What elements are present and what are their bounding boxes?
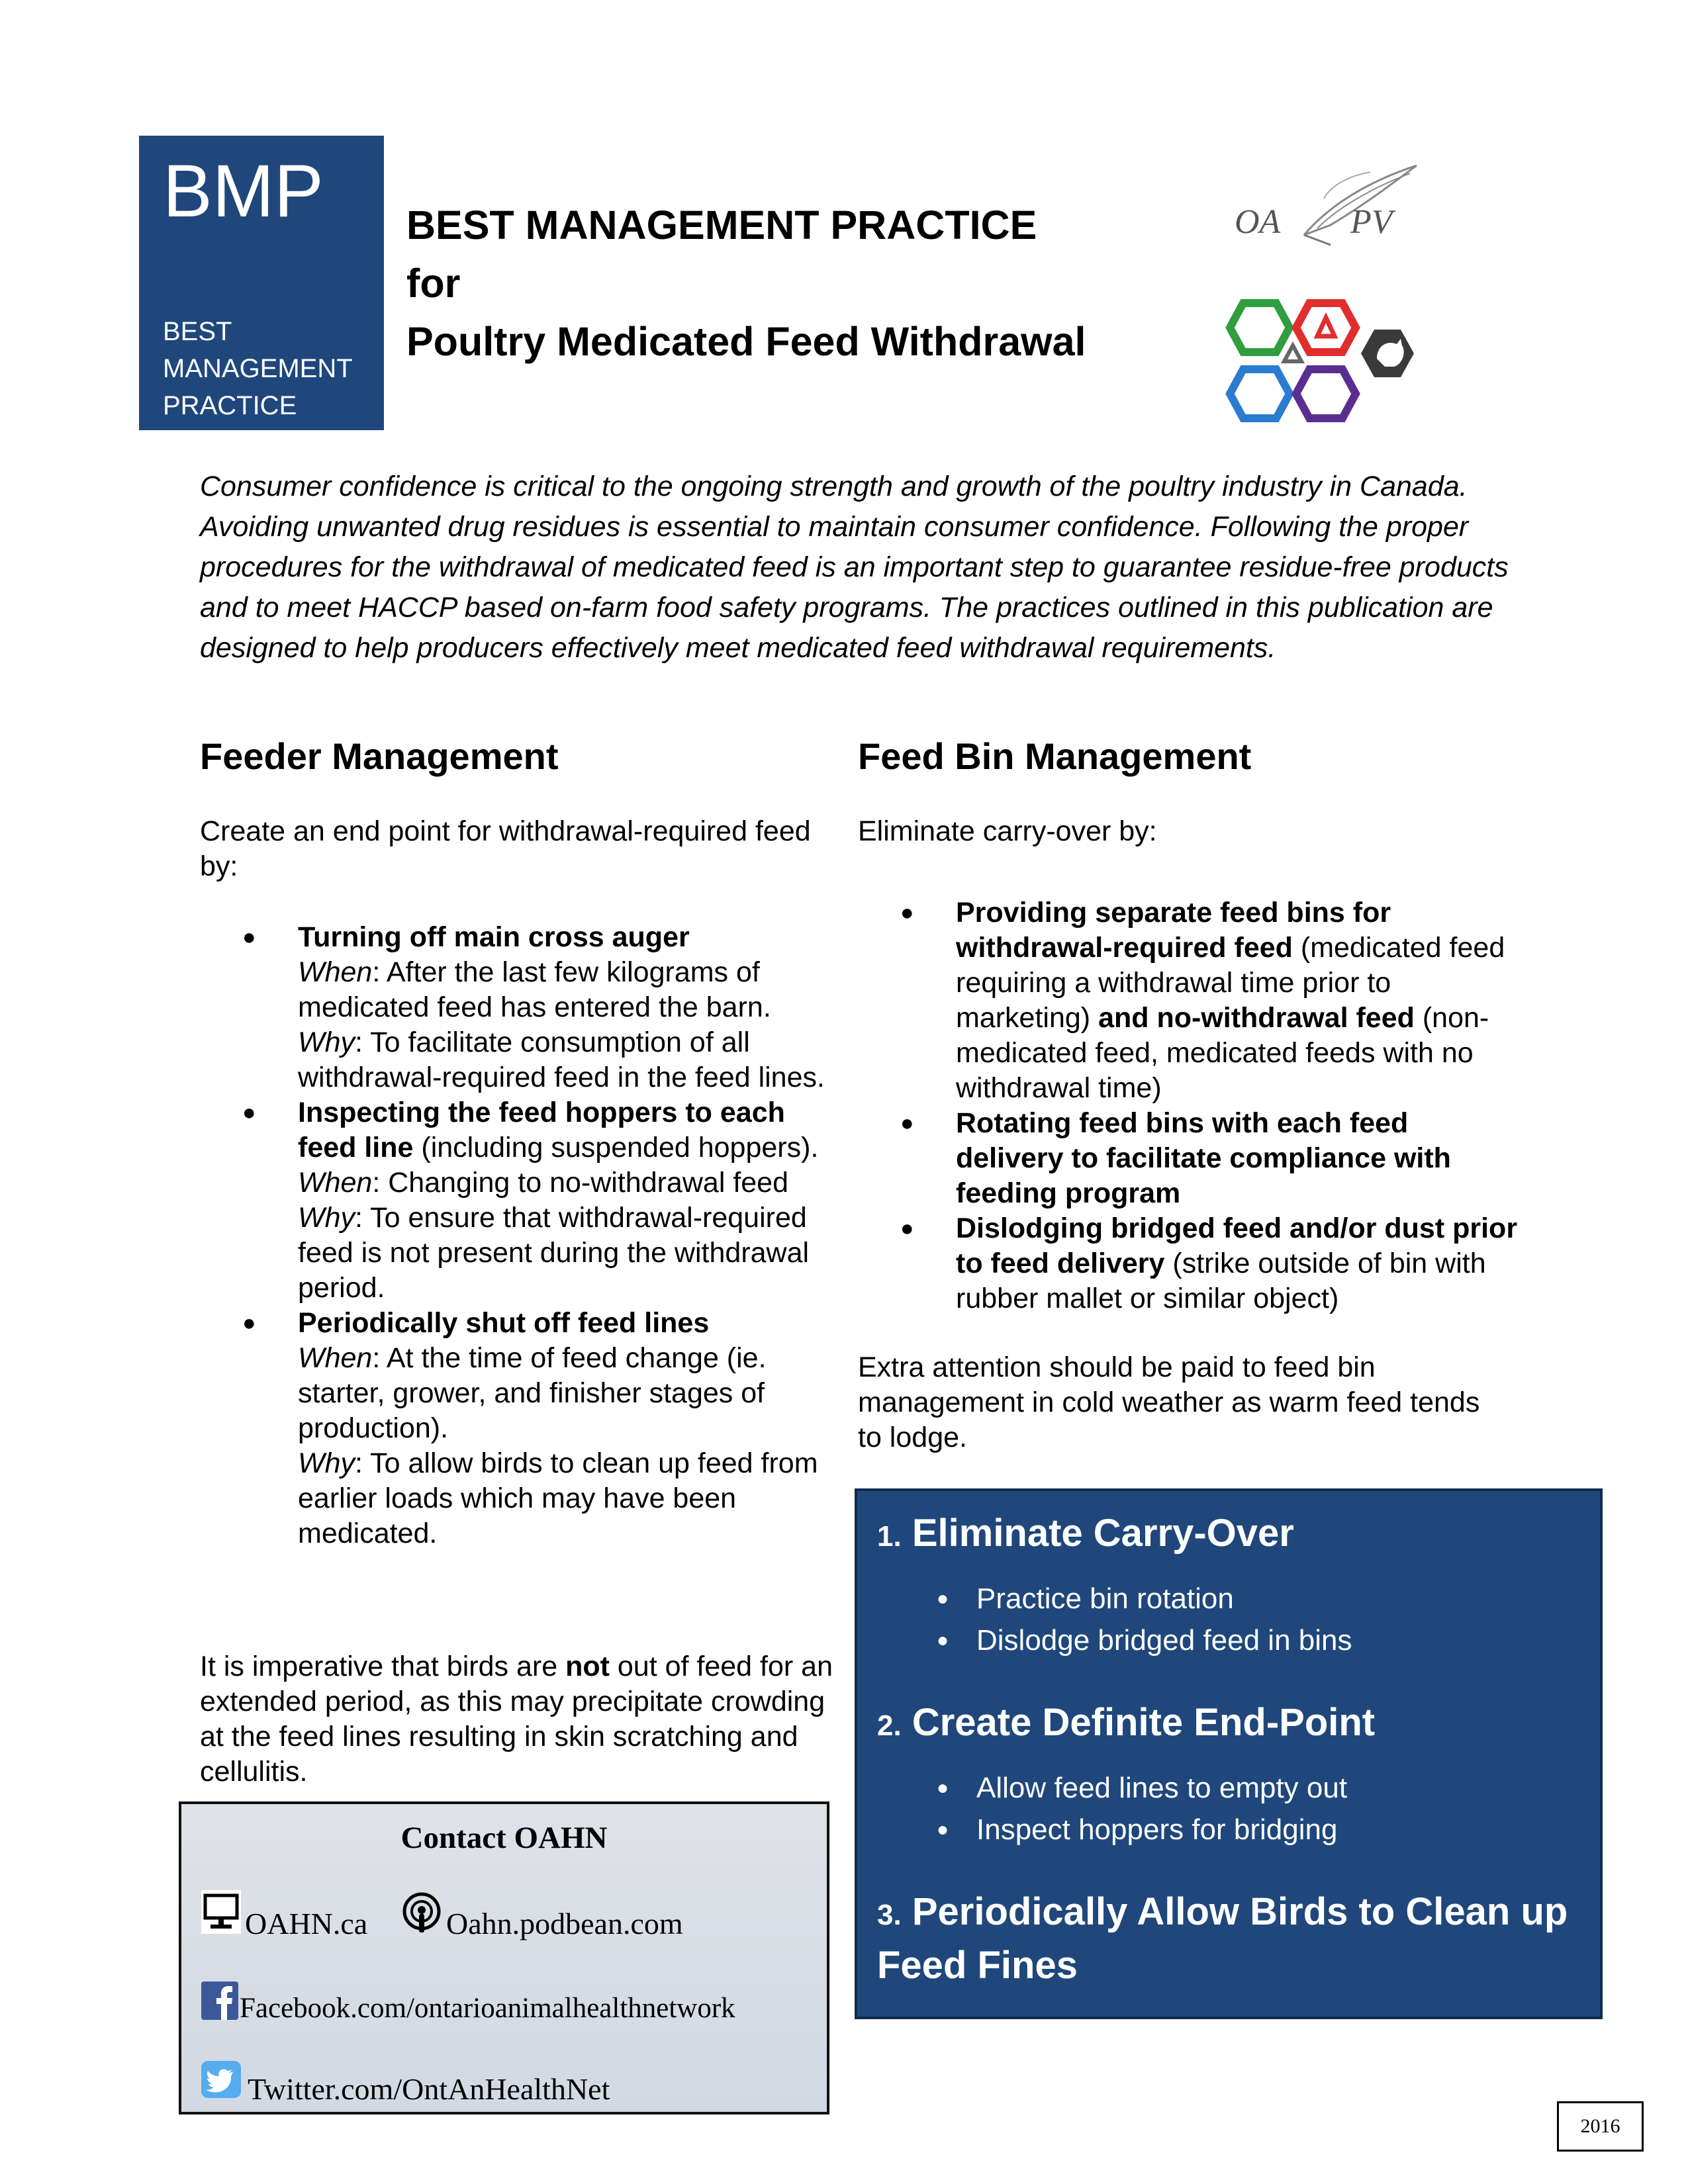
podcast-icon — [400, 1891, 444, 1935]
why-label: Why — [298, 1026, 355, 1058]
list-item — [200, 1306, 835, 1551]
bullet-icon: ● — [900, 1111, 914, 1136]
feeder-note — [200, 1649, 849, 1790]
when-text: : At the time of feed change (ie. starter, grower, and finisher stages of production). — [298, 1342, 767, 1444]
item-bold: Dislodging bridged feed and/or dust prior to feed delivery — [956, 1212, 1518, 1279]
list-item — [877, 1767, 1347, 1809]
item-bold: Providing separate feed bins for withdrawal-required feed — [956, 897, 1391, 964]
item-title-rest: (including suspended hoppers). — [413, 1132, 819, 1163]
item-title: Turning off main cross auger — [298, 921, 690, 953]
bmp-badge — [139, 136, 384, 430]
summary-list-2 — [877, 1767, 1347, 1850]
bin-intro: Eliminate carry-over by: — [858, 815, 1157, 847]
list-item — [858, 1106, 1520, 1211]
bullet-icon: ● — [242, 1100, 256, 1125]
oavp-initials-right: PV — [1350, 203, 1393, 241]
item-text: (medicated feed requiring a withdrawal time prior to marketing) — [956, 932, 1505, 1034]
item-title: Inspecting the feed hoppers to each feed line — [298, 1097, 785, 1163]
bmp-subtitle-line1: BEST — [163, 317, 232, 346]
section-title: Periodically Allow Birds to Clean up Feed Fines — [877, 1890, 1568, 1987]
summary-list-1 — [877, 1578, 1352, 1661]
twitter-link[interactable]: Twitter.com/OntAnHealthNet — [248, 2072, 610, 2106]
why-label: Why — [298, 1202, 355, 1234]
item-text: (strike outside of bin with rubber mallet or similar object) — [956, 1248, 1486, 1314]
feeder-list — [200, 920, 835, 1551]
section-number: 2. — [877, 1709, 902, 1742]
section-number: 1. — [877, 1520, 902, 1553]
facebook-icon — [201, 1981, 238, 2020]
contact-box — [179, 1801, 829, 2115]
bmp-subtitle-line2: MANAGEMENT — [163, 354, 353, 383]
item-text: Allow feed lines to empty out — [976, 1772, 1348, 1804]
summary-heading-1 — [877, 1508, 1592, 1562]
item-text: Dislodge bridged feed in bins — [976, 1624, 1352, 1657]
intro-paragraph: Consumer confidence is critical to the ongoing strength and growth of the poultry industry in Canada. Avoiding unwanted drug residues is essential to maintain consumer confidence. Following the proper procedures for the withdrawal of medicated feed is an important step to guarantee residue-free products and to meet HACCP based on-farm food safety programs. The practices outlined in this publication are designed to help producers effectively meet medicated feed withdrawal requirements. — [200, 471, 1509, 664]
list-item — [200, 920, 835, 1095]
facebook-link[interactable]: Facebook.com/ontarioanimalhealthnetwork — [240, 1993, 735, 2024]
summary-box — [855, 1488, 1603, 2019]
bullet-icon: ● — [242, 1310, 256, 1336]
summary-heading-2 — [877, 1698, 1592, 1751]
why-text: : To facilitate consumption of all withdrawal-required feed in the feed lines. — [298, 1026, 825, 1093]
bullet-icon: ● — [242, 925, 256, 950]
oavp-logo — [1225, 159, 1423, 251]
note-text-post: out of feed for an extended period, as this may precipitate crowding at the feed lines resulting in skin scratching and cellulitis. — [200, 1651, 833, 1788]
website-link[interactable]: OAHN.ca — [245, 1907, 368, 1940]
bin-note: Extra attention should be paid to feed bin management in cold weather as warm feed tends to lodge. — [858, 1351, 1480, 1453]
list-item — [877, 1809, 1347, 1850]
bmp-abbr: BMP — [163, 150, 324, 232]
bullet-icon: ● — [937, 1629, 949, 1651]
note-text-pre: It is imperative that birds are — [200, 1651, 566, 1682]
feeder-management-heading: Feeder Management — [200, 735, 559, 777]
bullet-icon: ● — [937, 1777, 949, 1799]
item-title: Periodically shut off feed lines — [298, 1307, 710, 1339]
bullet-icon: ● — [937, 1588, 949, 1610]
bullet-icon: ● — [900, 900, 914, 925]
feeder-intro: Create an end point for withdrawal-required feed by: — [200, 815, 811, 882]
list-item — [858, 895, 1520, 1106]
podcast-link[interactable]: Oahn.podbean.com — [446, 1907, 683, 1940]
title-line2: for — [406, 261, 461, 306]
section-number: 3. — [877, 1899, 902, 1931]
when-label: When — [298, 956, 373, 988]
item-text: Practice bin rotation — [976, 1582, 1234, 1615]
twitter-icon — [201, 2061, 241, 2098]
why-label: Why — [298, 1447, 355, 1479]
contact-title: Contact OAHN — [400, 1821, 608, 1855]
item-bold: Rotating feed bins with each feed delivery to facilitate compliance with feeding program — [956, 1107, 1451, 1209]
item-text: (non-medicated feed, medicated feeds with no withdrawal time) — [956, 1002, 1489, 1104]
when-text: : Changing to no-withdrawal feed — [372, 1167, 789, 1199]
oahn-logo — [1223, 298, 1415, 424]
bmp-subtitle — [163, 313, 353, 424]
bin-list — [858, 895, 1520, 1316]
list-item — [877, 1578, 1352, 1619]
summary-heading-3 — [877, 1887, 1592, 1991]
item-bold: and no-withdrawal feed — [1098, 1002, 1415, 1034]
bullet-icon: ● — [937, 1819, 949, 1841]
list-item — [858, 1211, 1520, 1316]
why-text: : To ensure that withdrawal-required feed is not present during the withdrawal period. — [298, 1202, 810, 1304]
year-badge: 2016 — [1557, 2101, 1644, 2152]
why-text: : To allow birds to clean up feed from earlier loads which may have been medicated. — [298, 1447, 818, 1549]
page-title — [406, 196, 1086, 371]
oavp-initials-left: OA — [1235, 203, 1281, 241]
section-title: Eliminate Carry-Over — [912, 1512, 1294, 1555]
title-line3: Poultry Medicated Feed Withdrawal — [406, 319, 1086, 364]
bullet-icon: ● — [900, 1216, 914, 1241]
when-label: When — [298, 1167, 373, 1199]
note-emphasis: not — [565, 1651, 610, 1682]
bmp-subtitle-line3: PRACTICE — [163, 391, 297, 420]
monitor-icon — [201, 1890, 241, 1934]
title-line1: BEST MANAGEMENT PRACTICE — [406, 203, 1037, 248]
when-text: : After the last few kilograms of medicated feed has entered the barn. — [298, 956, 771, 1023]
feed-bin-management-heading: Feed Bin Management — [858, 735, 1252, 777]
section-title: Create Definite End-Point — [912, 1701, 1376, 1744]
list-item — [877, 1619, 1352, 1661]
item-text: Inspect hoppers for bridging — [976, 1813, 1338, 1846]
when-label: When — [298, 1342, 373, 1374]
list-item — [200, 1095, 835, 1306]
